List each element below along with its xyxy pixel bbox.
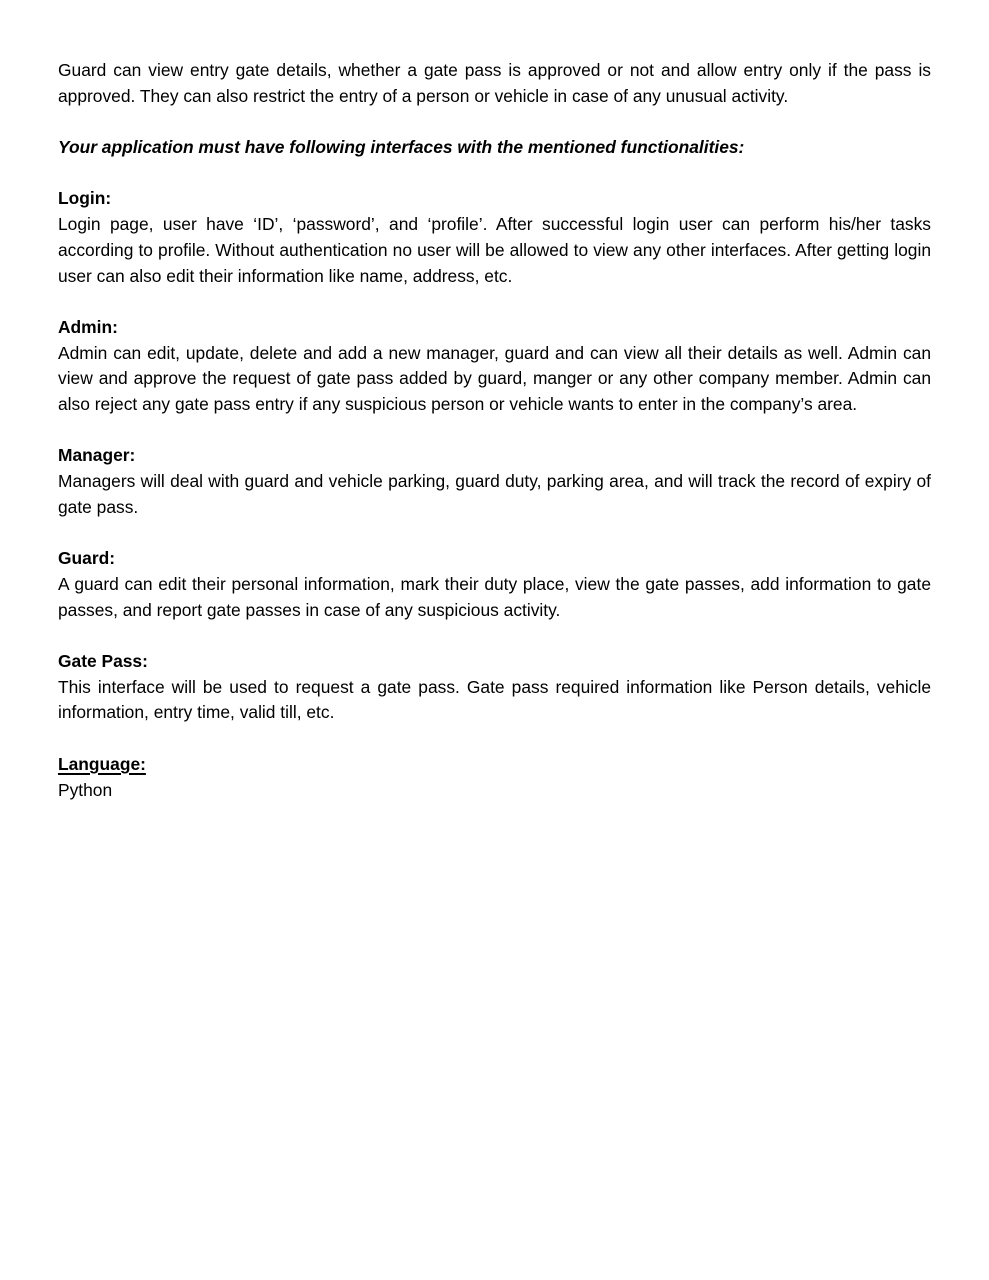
spacer: [58, 289, 931, 315]
section-body-guard: A guard can edit their personal information, mark their duty place, view the gate passes, add information to gate passes, and report gate passes in case of any suspicious activity.: [58, 573, 931, 620]
spacer: [58, 623, 931, 649]
section-language: [58, 752, 931, 803]
document-content: [58, 58, 931, 803]
section-guard: [58, 546, 931, 623]
section-heading-admin: Admin:: [58, 316, 118, 337]
section-body-login: Login page, user have ‘ID’, ‘password’, and ‘profile’. After successful login user can perform his/her tasks according to profile. Without authentication no user will be allowed to view any other interfaces. After getting login user can also edit their information like name, address, etc.: [58, 214, 931, 286]
section-heading-guard: Guard:: [58, 548, 116, 569]
section-admin: [58, 315, 931, 418]
language-value: Python: [58, 779, 113, 800]
spacer: [58, 109, 931, 135]
section-manager: [58, 443, 931, 520]
section-heading-gate-pass: Gate Pass:: [58, 651, 148, 672]
spacer: [58, 521, 931, 547]
section-heading-manager: Manager:: [58, 445, 136, 466]
section-body-gate-pass: This interface will be used to request a gate pass. Gate pass required information like Person details, vehicle information, entry time, valid till, etc.: [58, 676, 931, 723]
spacer: [58, 161, 931, 187]
intro-paragraph: Guard can view entry gate details, whether a gate pass is approved or not and allow entry only if the pass is approved. They can also restrict the entry of a person or vehicle in case of any unusual activity.: [58, 60, 931, 106]
section-heading-language: Language:: [58, 753, 146, 774]
section-gate-pass: [58, 649, 931, 726]
spacer: [58, 726, 931, 752]
spacer: [58, 418, 931, 444]
section-body-manager: Managers will deal with guard and vehicle parking, guard duty, parking area, and will track the record of expiry of gate pass.: [58, 471, 931, 517]
section-heading-login: Login:: [58, 188, 112, 209]
requirements-heading: Your application must have following interfaces with the mentioned functionalities:: [58, 137, 745, 158]
section-body-admin: Admin can edit, update, delete and add a new manager, guard and can view all their details as well. Admin can view and approve the request of gate pass added by guard, manger or any other company member. Admin can also reject any gate pass entry if any suspicious person or vehicle wants to enter in the company’s area.: [58, 342, 931, 415]
section-login: [58, 186, 931, 289]
